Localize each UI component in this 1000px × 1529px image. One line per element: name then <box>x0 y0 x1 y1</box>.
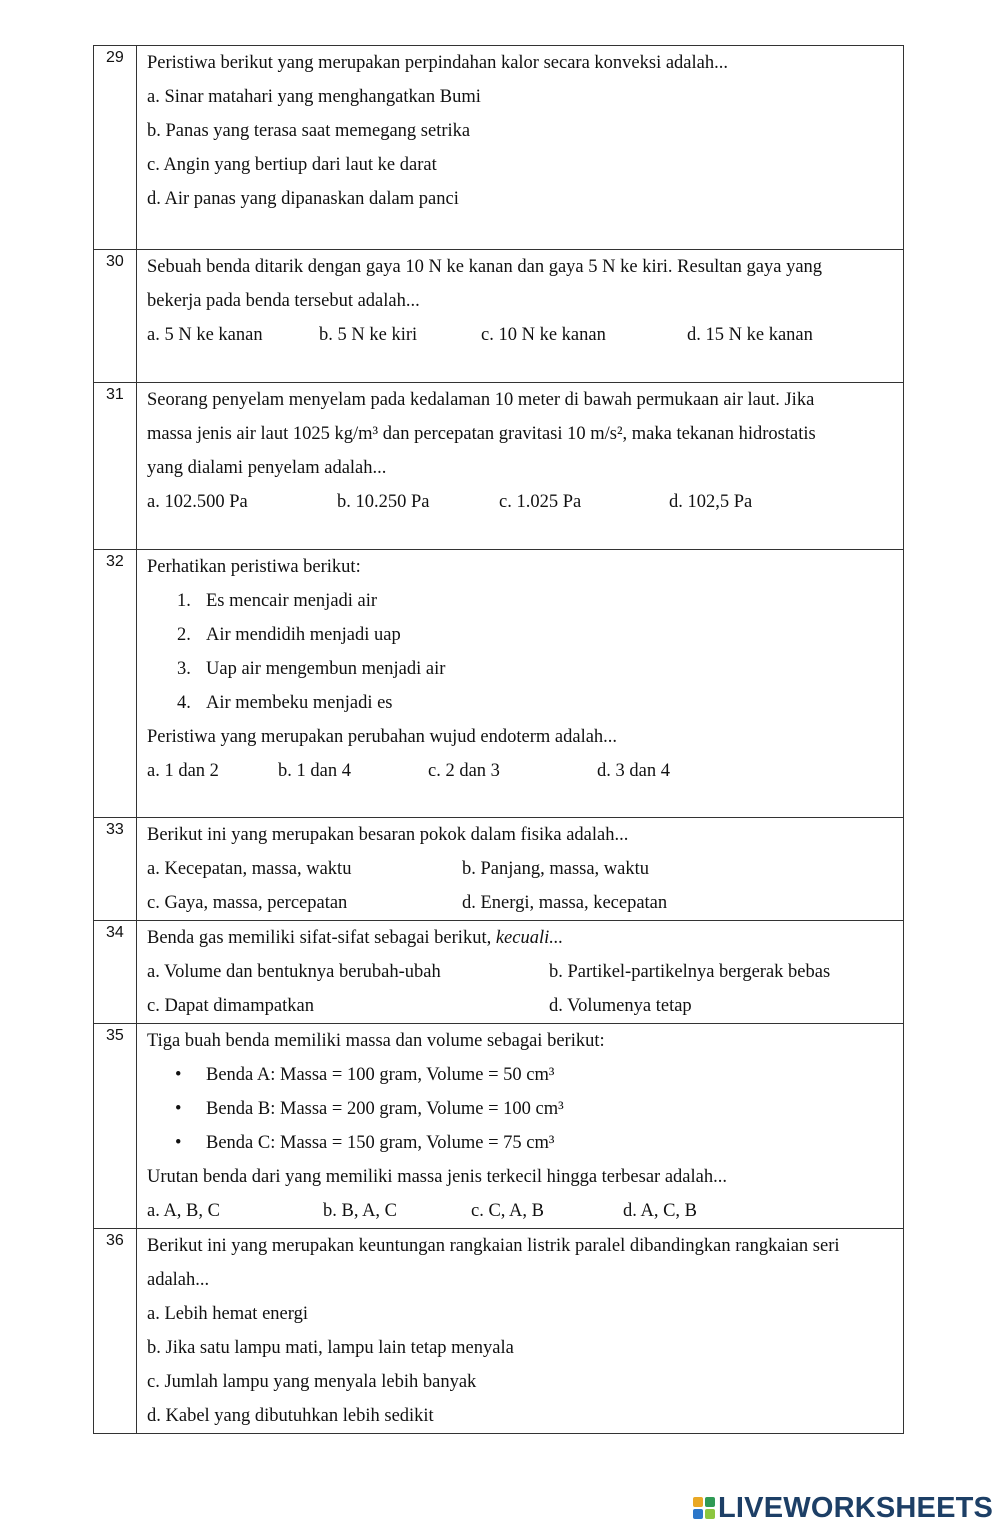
answer-option-b: b. 5 N ke kiri <box>319 325 418 345</box>
bullet-list <box>147 1058 883 1160</box>
answer-options-row <box>147 852 883 886</box>
answer-option-c: c. Jumlah lampu yang menyala lebih banyak <box>147 1372 477 1392</box>
question-row-34 <box>94 921 904 1024</box>
question-stem: adalah... <box>147 1270 210 1290</box>
question-table <box>93 45 904 1434</box>
question-body <box>137 550 904 818</box>
question-stem: Perhatikan peristiwa berikut: <box>147 557 361 577</box>
answer-options-row <box>147 886 883 920</box>
question-stem: Benda gas memiliki sifat-sifat sebagai berikut, kecuali... <box>147 928 564 948</box>
question-stem: Tiga buah benda memiliki massa dan volume sebagai berikut: <box>147 1031 605 1051</box>
question-row-33 <box>94 818 904 921</box>
list-item: • Benda B: Massa = 200 gram, Volume = 100 cm³ <box>147 1092 883 1126</box>
question-number: 36 <box>94 1229 137 1434</box>
list-item: 1. Es mencair menjadi air <box>177 591 378 611</box>
question-body <box>137 921 904 1024</box>
answer-option-a: a. 102.500 Pa <box>147 492 248 512</box>
logo-tile <box>693 1509 703 1519</box>
list-item: 2. Air mendidih menjadi uap <box>177 625 401 645</box>
list-item: 4. Air membeku menjadi es <box>177 693 393 713</box>
answer-option-a: a. Lebih hemat energi <box>147 1304 308 1324</box>
logo-tile <box>693 1497 703 1507</box>
answer-option-d: d. A, C, B <box>623 1201 698 1221</box>
question-body <box>137 46 904 250</box>
logo-tile <box>705 1509 715 1519</box>
question-row-35 <box>94 1024 904 1229</box>
question-prompt: Urutan benda dari yang memiliki massa jenis terkecil hingga terbesar adalah... <box>147 1167 727 1187</box>
answer-option-d: d. Air panas yang dipanaskan dalam panci <box>147 189 459 209</box>
answer-option-c: c. 2 dan 3 <box>428 761 500 781</box>
question-body <box>137 1229 904 1434</box>
answer-option-c: c. 1.025 Pa <box>499 492 582 512</box>
answer-option-a: a. Kecepatan, massa, waktu <box>147 859 352 879</box>
question-number: 35 <box>94 1024 137 1229</box>
answer-option-c: c. Dapat dimampatkan <box>147 996 314 1016</box>
answer-option-c: c. 10 N ke kanan <box>481 325 606 345</box>
question-stem: yang dialami penyelam adalah... <box>147 458 387 478</box>
question-stem: massa jenis air laut 1025 kg/m³ dan percepatan gravitasi 10 m/s², maka tekanan hidrostatis <box>147 424 816 444</box>
question-row-29 <box>94 46 904 250</box>
liveworksheets-logo-icon <box>693 1497 715 1519</box>
question-stem: Sebuah benda ditarik dengan gaya 10 N ke kanan dan gaya 5 N ke kiri. Resultan gaya yang <box>147 257 823 277</box>
bullet-icon: • <box>175 1133 182 1153</box>
answer-option-a: a. A, B, C <box>147 1201 220 1221</box>
answer-option-d: d. 3 dan 4 <box>597 761 670 781</box>
emphasis-text: kecuali... <box>495 928 564 948</box>
answer-option-b: b. Panjang, massa, waktu <box>462 859 650 879</box>
answer-options-row <box>147 318 883 352</box>
question-body <box>137 818 904 921</box>
answer-option-a: a. 1 dan 2 <box>147 761 219 781</box>
question-stem: Berikut ini yang merupakan besaran pokok dalam fisika adalah... <box>147 825 629 845</box>
question-number: 32 <box>94 550 137 818</box>
question-number: 33 <box>94 818 137 921</box>
question-row-36 <box>94 1229 904 1434</box>
numbered-list <box>147 584 883 720</box>
answer-options-row <box>147 754 883 788</box>
question-stem: Berikut ini yang merupakan keuntungan rangkaian listrik paralel dibandingkan rangkaian seri <box>147 1236 840 1256</box>
list-item: 3. Uap air mengembun menjadi air <box>177 659 446 679</box>
list-item: • Benda C: Massa = 150 gram, Volume = 75 cm³ <box>147 1126 883 1160</box>
question-number: 34 <box>94 921 137 1024</box>
answer-options-row <box>147 955 883 989</box>
answer-option-b: b. 10.250 Pa <box>337 492 430 512</box>
bullet-icon: • <box>175 1099 182 1119</box>
question-row-30 <box>94 250 904 383</box>
answer-option-d: d. Energi, massa, kecepatan <box>462 893 668 913</box>
answer-option-d: d. 15 N ke kanan <box>687 325 813 345</box>
logo-tile <box>705 1497 715 1507</box>
answer-option-c: c. C, A, B <box>471 1201 544 1221</box>
liveworksheets-logo <box>693 1490 993 1526</box>
list-item: • Benda A: Massa = 100 gram, Volume = 50 cm³ <box>147 1058 883 1092</box>
question-number: 31 <box>94 383 137 550</box>
question-body <box>137 1024 904 1229</box>
answer-option-d: d. Kabel yang dibutuhkan lebih sedikit <box>147 1406 434 1426</box>
question-stem: Seorang penyelam menyelam pada kedalaman 10 meter di bawah permukaan air laut. Jika <box>147 390 815 410</box>
answer-option-c: c. Gaya, massa, percepatan <box>147 893 348 913</box>
logo-brand-text: LIVEWORKSHEETS <box>718 1491 994 1524</box>
answer-options-row <box>147 989 883 1023</box>
answer-option-a: a. Sinar matahari yang menghangatkan Bumi <box>147 87 481 107</box>
answer-option-b: b. 1 dan 4 <box>278 761 351 781</box>
question-body <box>137 250 904 383</box>
question-prompt: Peristiwa yang merupakan perubahan wujud endoterm adalah... <box>147 727 618 747</box>
answer-option-d: d. 102,5 Pa <box>669 492 753 512</box>
answer-option-a: a. 5 N ke kanan <box>147 325 263 345</box>
bullet-icon: • <box>175 1065 182 1085</box>
question-row-31 <box>94 383 904 550</box>
answer-option-b: b. Panas yang terasa saat memegang setrika <box>147 121 471 141</box>
question-body <box>137 383 904 550</box>
question-row-32 <box>94 550 904 818</box>
question-number: 30 <box>94 250 137 383</box>
question-stem: Peristiwa berikut yang merupakan perpindahan kalor secara konveksi adalah... <box>147 53 728 73</box>
answer-option-b: b. Partikel-partikelnya bergerak bebas <box>549 962 831 982</box>
answer-option-c: c. Angin yang bertiup dari laut ke darat <box>147 155 437 175</box>
answer-options-row <box>147 485 883 519</box>
question-stem: bekerja pada benda tersebut adalah... <box>147 291 420 311</box>
answer-options-row <box>147 1194 883 1228</box>
answer-option-a: a. Volume dan bentuknya berubah-ubah <box>147 962 441 982</box>
answer-option-d: d. Volumenya tetap <box>549 996 692 1016</box>
question-number: 29 <box>94 46 137 250</box>
answer-option-b: b. B, A, C <box>323 1201 398 1221</box>
answer-option-b: b. Jika satu lampu mati, lampu lain tetap menyala <box>147 1338 514 1358</box>
